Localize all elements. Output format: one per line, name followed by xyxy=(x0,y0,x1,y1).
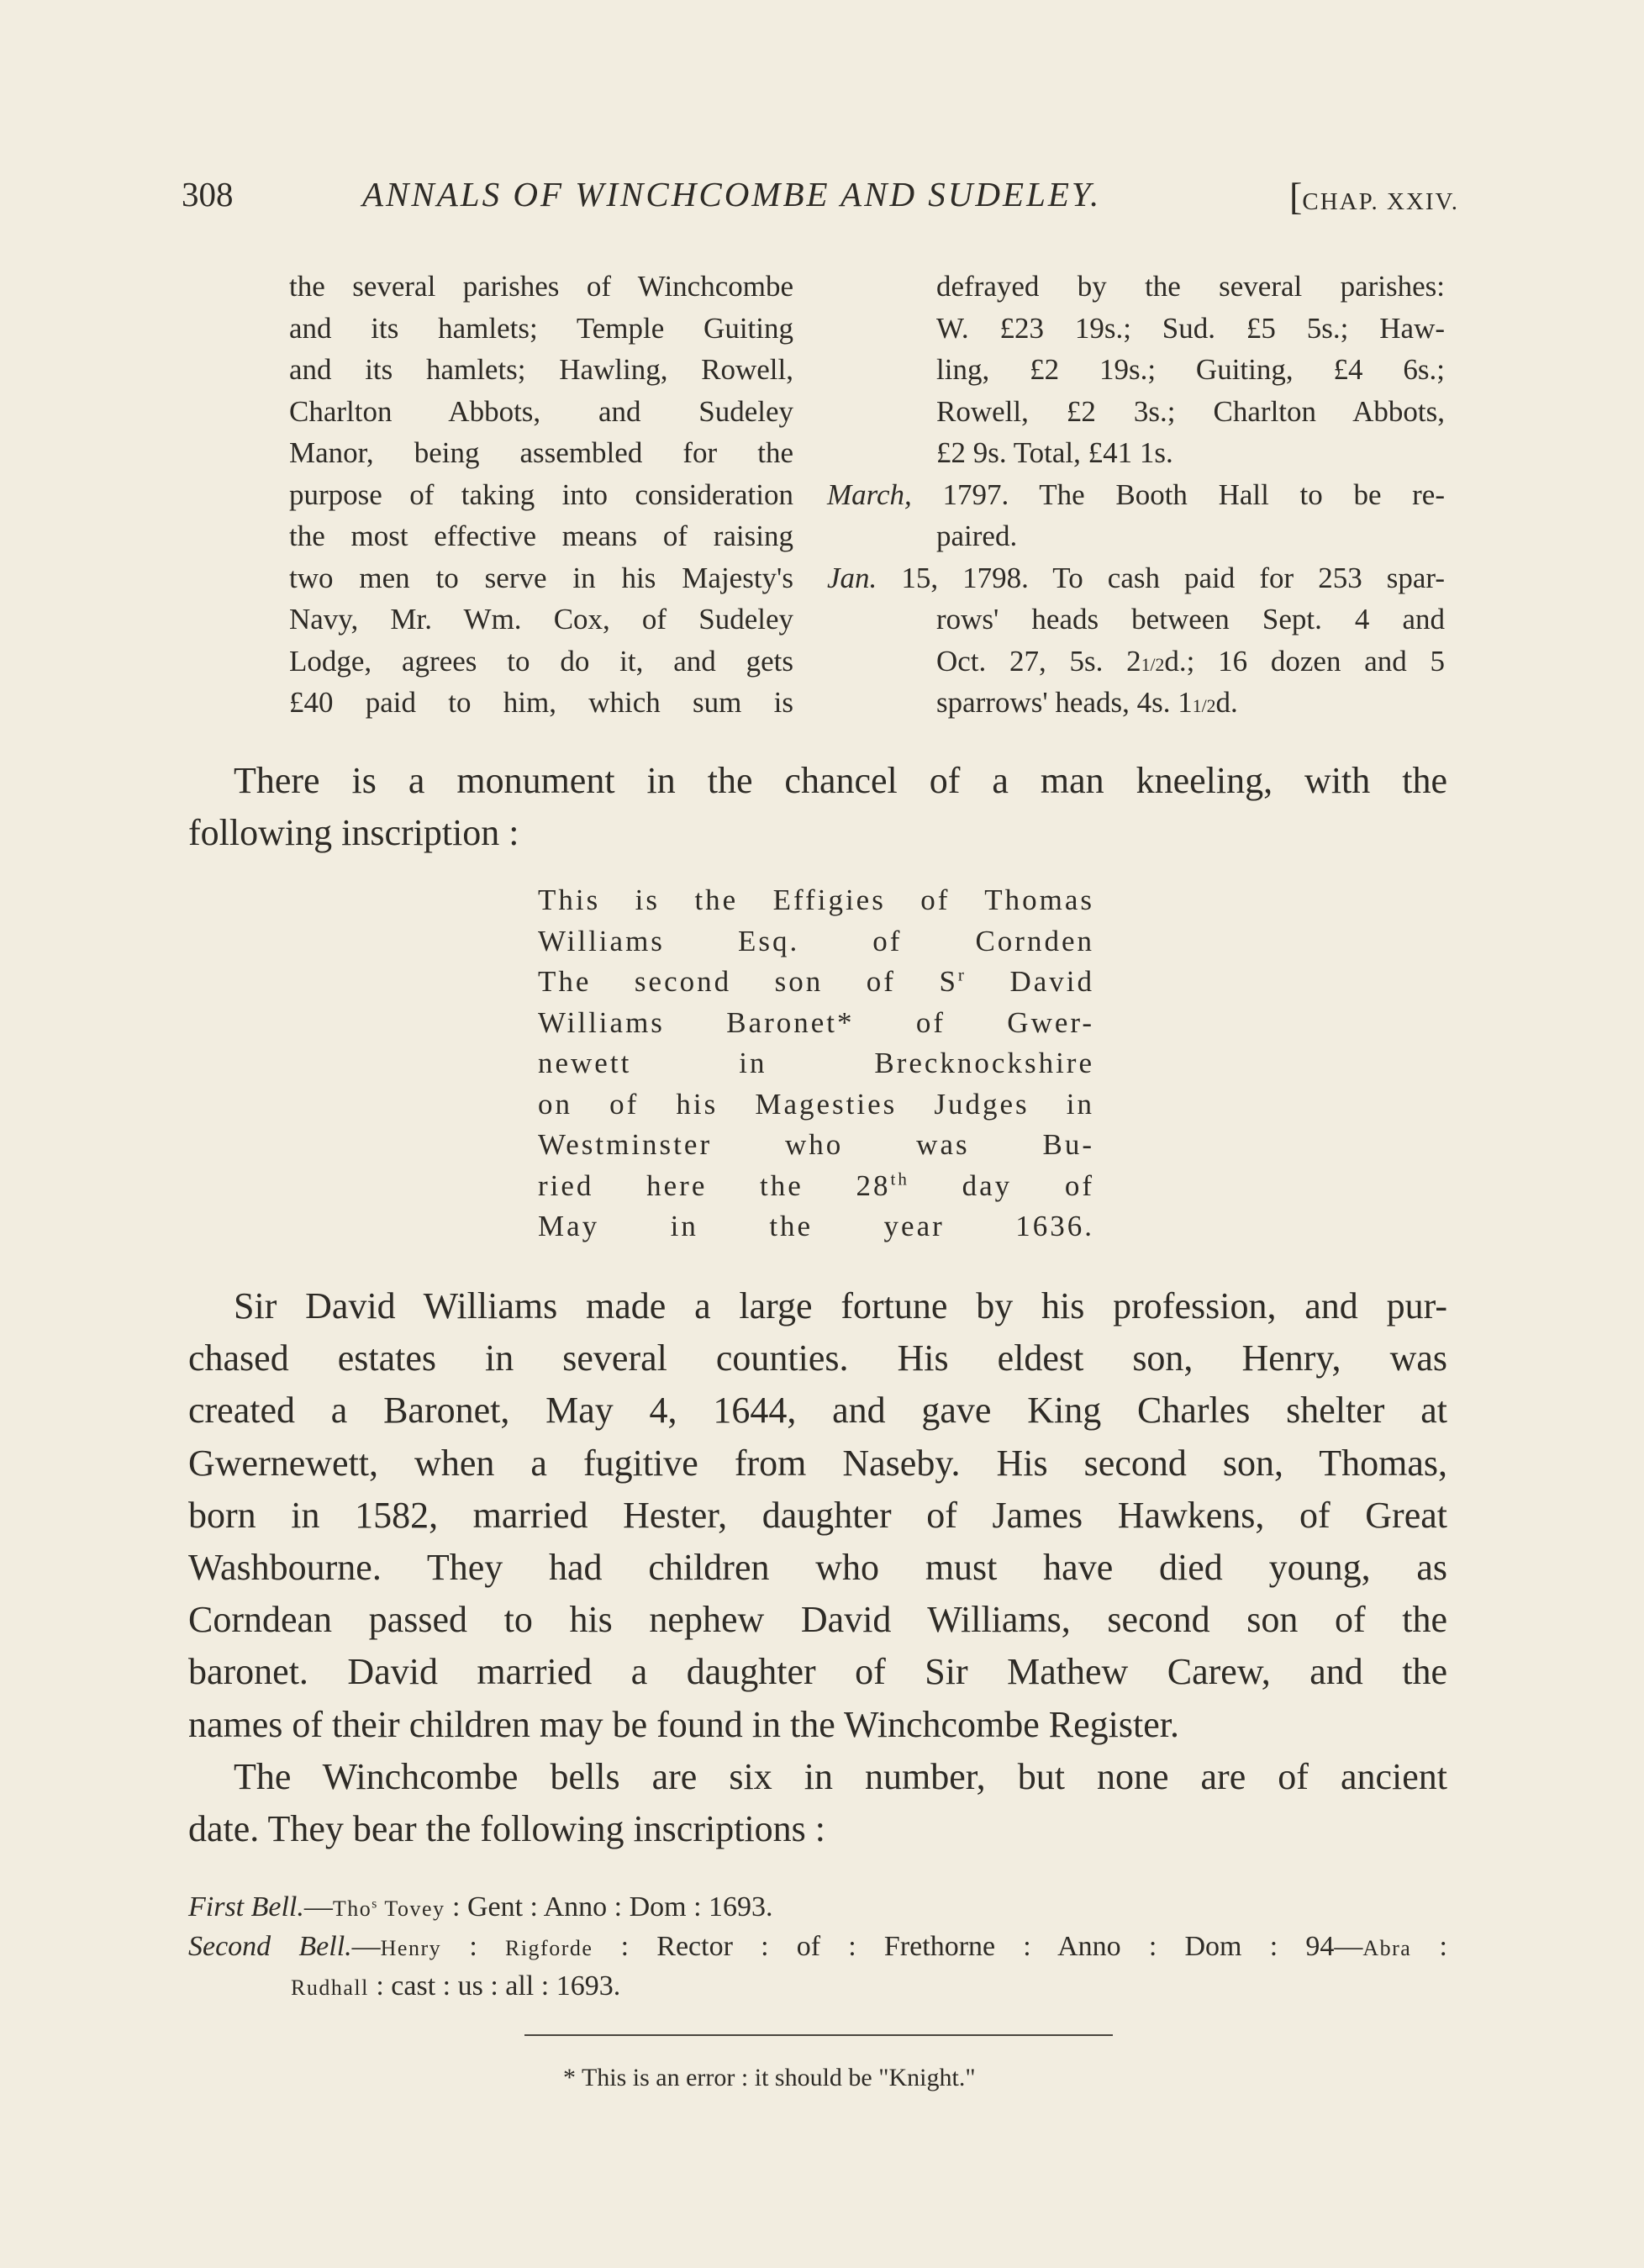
monument-paragraph xyxy=(188,755,1447,859)
paragraph-line: created a Baronet, May 4, 1644, and gave King Charles shelter at xyxy=(188,1390,1447,1432)
left-column-line: Charlton Abbots, and Sudeley xyxy=(289,394,793,428)
chapter-bracket: [ xyxy=(1289,175,1303,218)
bell-inscriptions xyxy=(188,1887,1447,2006)
epitaph-inscription xyxy=(538,880,1094,1247)
dated-entry-line xyxy=(827,557,1445,599)
line-text: The second son of S xyxy=(538,965,958,998)
paragraph-line: There is a monument in the chancel of a man kneeling, with the xyxy=(234,760,1447,801)
epitaph-line: on of his Magesties Judges in xyxy=(538,1087,1094,1121)
paragraph-line: baronet. David married a daughter of Sir Mathew Carew, and the xyxy=(188,1651,1447,1693)
left-column-line: the several parishes of Winchcombe xyxy=(289,270,793,303)
line-text: d. xyxy=(1215,686,1238,719)
inscription-text: : xyxy=(1411,1931,1447,1962)
inscription-text: : cast : us : all : 1693. xyxy=(368,1970,621,2002)
paragraph-line: The Winchcombe bells are six in number, but none are of ancient xyxy=(234,1755,1447,1797)
small-caps-name: Henry xyxy=(380,1936,442,1960)
running-title: ANNALS OF WINCHCOMBE AND SUDELEY. xyxy=(362,175,1102,214)
left-column xyxy=(289,266,793,724)
right-column-line: Rowell, £2 3s.; Charlton Abbots, xyxy=(936,394,1445,428)
williams-paragraph xyxy=(188,1280,1447,1855)
paragraph-line: date. They bear the following inscriptions : xyxy=(188,1807,826,1849)
line-text: day of xyxy=(909,1168,1094,1202)
fraction: 1/2 xyxy=(1141,654,1165,675)
right-column-line: W. £23 19s.; Sud. £5 5s.; Haw- xyxy=(936,311,1445,345)
footnote: * This is an error : it should be "Knight." xyxy=(563,2064,976,2091)
chapter-label xyxy=(1289,174,1459,219)
paragraph-line: Sir David Williams made a large fortune by his profession, and pur- xyxy=(234,1285,1447,1327)
left-column-line: the most effective means of raising xyxy=(289,520,793,552)
chapter-number: CHAP. XXIV. xyxy=(1302,188,1459,215)
left-column-line: and its hamlets; Temple Guiting xyxy=(289,311,793,345)
footnote-rule xyxy=(524,2034,1113,2036)
first-bell-line xyxy=(188,1887,1447,1927)
right-column-line: £2 9s. Total, £41 1s. xyxy=(936,436,1173,469)
epitaph-line xyxy=(538,1166,1094,1207)
second-bell-continuation xyxy=(188,1966,1447,2006)
right-column-line xyxy=(827,682,1445,724)
epitaph-line: Westminster who was Bu- xyxy=(538,1128,1094,1161)
left-column-line: Navy, Mr. Wm. Cox, of Sudeley xyxy=(289,603,793,636)
superscript: r xyxy=(957,964,967,985)
line-text: d.; 16 dozen and 5 xyxy=(1164,644,1446,678)
dash: — xyxy=(351,1931,381,1962)
separator: : xyxy=(441,1931,505,1962)
paragraph-line: Gwernewett, when a fugitive from Naseby. His second son, Thomas, xyxy=(188,1442,1447,1484)
epitaph-line: Williams Esq. of Cornden xyxy=(538,924,1094,957)
superscript: th xyxy=(890,1168,909,1189)
name-text: Tovey xyxy=(377,1896,445,1921)
second-bell-line xyxy=(188,1927,1447,1966)
paragraph-line: following inscription : xyxy=(188,812,519,853)
right-column-line: ling, £2 19s.; Guiting, £4 6s.; xyxy=(936,353,1445,386)
left-column-line: Lodge, agrees to do it, and gets xyxy=(289,644,793,678)
dash: — xyxy=(303,1891,333,1923)
paragraph-line: born in 1582, married Hester, daughter of James Hawkens, of Great xyxy=(188,1494,1447,1536)
epitaph-line: May in the year 1636. xyxy=(538,1210,1094,1242)
superscript: s xyxy=(371,1896,378,1912)
entry-text: 1797. The Booth Hall to be re- xyxy=(942,477,1446,511)
right-column xyxy=(827,266,1445,724)
paragraph-line: Corndean passed to his nephew David Williams, second son of the xyxy=(188,1599,1447,1641)
line-text: sparrows' heads, 4s. 1 xyxy=(936,686,1193,719)
epitaph-line: newett in Brecknockshire xyxy=(538,1047,1094,1079)
epitaph-line: Williams Baronet* of Gwer- xyxy=(538,1005,1094,1039)
left-column-line: purpose of taking into consideration xyxy=(289,477,793,511)
right-column-line: defrayed by the several parishes: xyxy=(936,270,1445,303)
small-caps-name: Rudhall xyxy=(291,1975,369,2000)
left-column-line: £40 paid to him, which sum is xyxy=(289,686,793,719)
right-column-line: rows' heads between Sept. 4 and xyxy=(936,603,1445,636)
line-text: Oct. 27, 5s. 2 xyxy=(936,644,1141,678)
inscription-text: : Gent : Anno : Dom : 1693. xyxy=(445,1891,773,1923)
entry-date: Jan. xyxy=(827,561,877,594)
right-column-line xyxy=(827,641,1445,683)
dated-entry-line xyxy=(827,474,1445,516)
paragraph-line: names of their children may be found in the Winchcombe Register. xyxy=(188,1703,1179,1745)
small-caps-name: Rigforde xyxy=(504,1936,593,1960)
fraction: 1/2 xyxy=(1192,696,1216,716)
epitaph-line xyxy=(538,962,1094,1003)
entry-date: March, xyxy=(827,477,912,511)
line-text: David xyxy=(966,965,1094,998)
paragraph-line: Washbourne. They had children who must have died young, as xyxy=(188,1546,1447,1588)
inscription-text: : Rector : of : Frethorne : Anno : Dom : 94— xyxy=(593,1931,1363,1962)
entry-text: 15, 1798. To cash paid for 253 spar- xyxy=(901,561,1445,594)
left-column-line: two men to serve in his Majesty's xyxy=(289,561,793,594)
small-caps-name xyxy=(333,1896,445,1921)
page-number: 308 xyxy=(182,175,234,214)
left-column-line: Manor, being assembled for the xyxy=(289,436,793,469)
small-caps-name: Abra xyxy=(1362,1936,1412,1960)
bell-label: Second Bell. xyxy=(188,1931,352,1962)
right-column-line: paired. xyxy=(936,520,1018,552)
bell-label: First Bell. xyxy=(188,1891,304,1923)
epitaph-line: This is the Effigies of Thomas xyxy=(538,883,1094,916)
paragraph-line: chased estates in several counties. His eldest son, Henry, was xyxy=(188,1337,1447,1379)
running-header xyxy=(182,174,1459,224)
left-column-line: and its hamlets; Hawling, Rowell, xyxy=(289,353,793,386)
line-text: ried here the 28 xyxy=(538,1168,891,1202)
name-text: Tho xyxy=(332,1896,372,1921)
